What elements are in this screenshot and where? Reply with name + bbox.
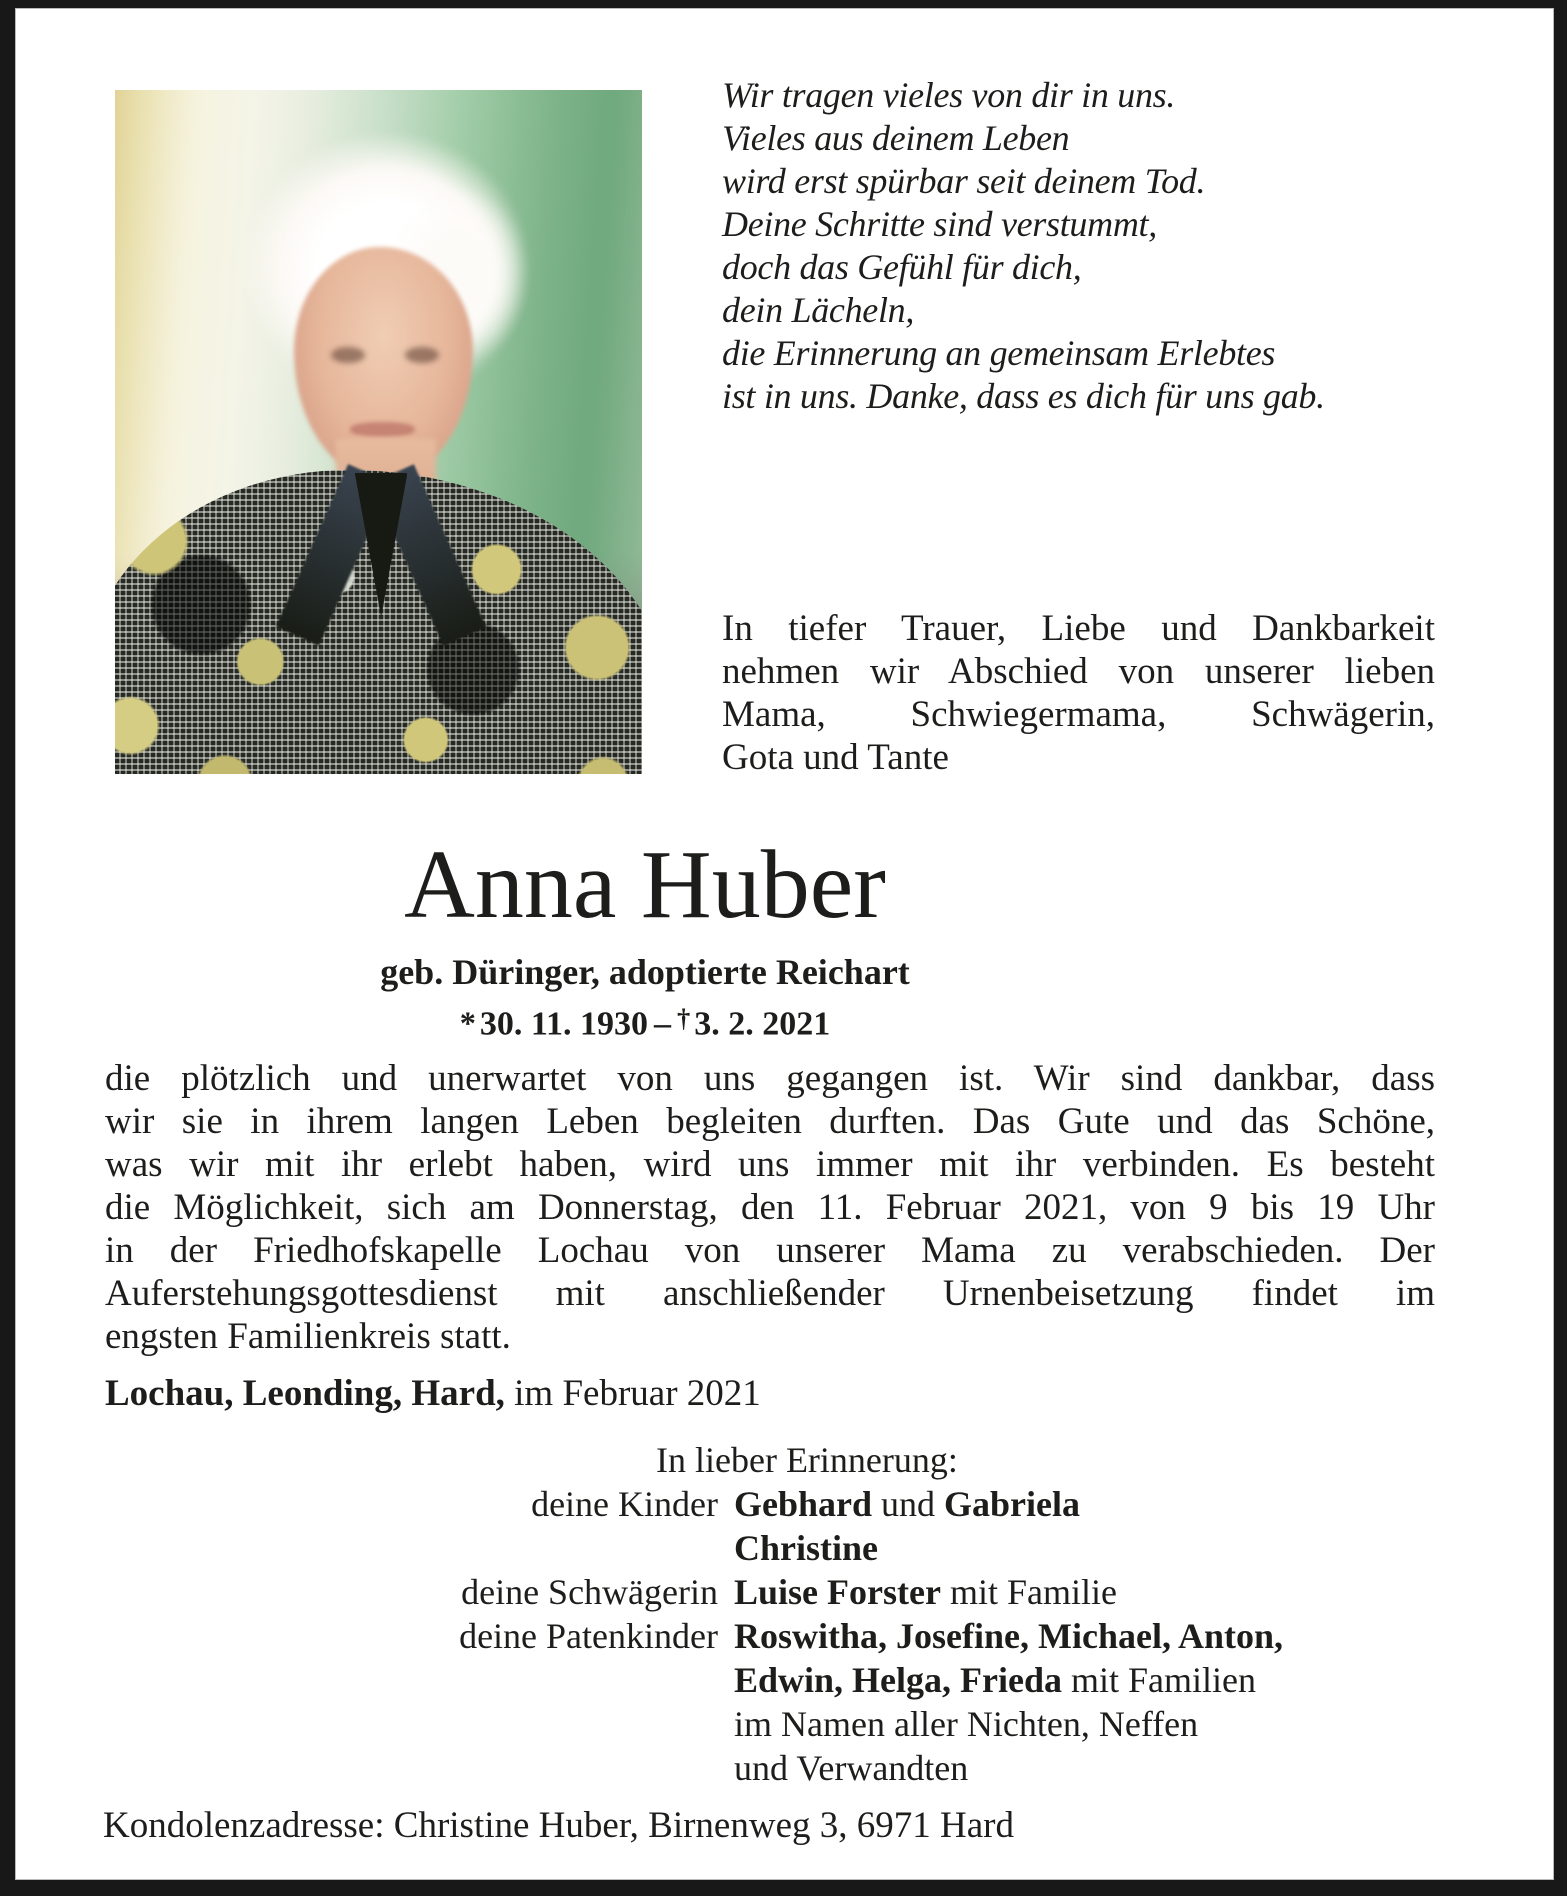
places: Lochau, Leonding, Hard, xyxy=(105,1373,505,1414)
birth-date: 30. 11. 1930 xyxy=(479,1005,648,1043)
relative-names: Luise Forster mit Familie xyxy=(734,1572,1117,1612)
poem-line: doch das Gefühl für dich, xyxy=(722,247,1082,287)
month-year: im Februar 2021 xyxy=(514,1373,761,1414)
dates-separator: – xyxy=(654,1005,671,1043)
farewell-intro xyxy=(722,607,1435,779)
relative-names: und Verwandten xyxy=(734,1748,969,1788)
deceased-name: Anna Huber xyxy=(404,831,886,939)
intro-line: Mama, Schwiegermama, Schwägerin, xyxy=(722,694,1435,735)
poem-line: wird erst spürbar seit deinem Tod. xyxy=(722,161,1206,201)
relative-names: im Namen aller Nichten, Neffen xyxy=(734,1704,1199,1744)
poem-line: Deine Schritte sind verstummt, xyxy=(722,204,1157,244)
relation-label xyxy=(300,1746,734,1790)
obituary-line: die Möglichkeit, sich am Donnerstag, den 11. Februar 2021, von 9 bis 19 Uhr xyxy=(105,1187,1435,1228)
photo-eye-left xyxy=(331,347,365,363)
poem-line: Vieles aus deinem Leben xyxy=(722,118,1070,158)
obituary-line: Auferstehungsgottesdienst mit anschließender Urnenbeisetzung findet im xyxy=(105,1273,1435,1314)
deceased-header xyxy=(105,833,1185,1046)
obituary-line: engsten Familienkreis statt. xyxy=(105,1316,511,1357)
intro-line: nehmen wir Abschied von unserer lieben xyxy=(722,651,1435,692)
place-date-line xyxy=(105,1372,761,1415)
memorial-row xyxy=(300,1526,1440,1570)
memorial-row xyxy=(300,1570,1440,1614)
memorial-row xyxy=(300,1702,1440,1746)
poem-line: Wir tragen vieles von dir in uns. xyxy=(722,75,1176,115)
intro-line: Gota und Tante xyxy=(722,737,949,778)
birth-symbol: * xyxy=(459,1005,476,1042)
obituary-line: die plötzlich und unerwartet von uns gegangen ist. Wir sind dankbar, dass xyxy=(105,1058,1435,1099)
life-dates xyxy=(105,996,1185,1046)
birth-name-line: geb. Düringer, adoptierte Reichart xyxy=(380,952,910,992)
poem-line: die Erinnerung an gemeinsam Erlebtes xyxy=(722,333,1276,373)
relation-label: deine Patenkinder xyxy=(459,1616,718,1656)
obituary-line: in der Friedhofskapelle Lochau von unserer Mama zu verabschieden. Der xyxy=(105,1230,1435,1271)
relative-names: Christine xyxy=(734,1528,878,1568)
death-symbol: † xyxy=(677,1003,691,1033)
memorial-row xyxy=(300,1658,1440,1702)
relative-names: Gebhard und Gabriela xyxy=(734,1484,1081,1524)
condolence-address: Kondolenzadresse: Christine Huber, Birnenweg 3, 6971 Hard xyxy=(103,1805,1014,1846)
memorial-heading-row xyxy=(300,1438,1440,1482)
photo-eye-right xyxy=(405,347,439,363)
memorial-row xyxy=(300,1746,1440,1790)
relation-label: deine Kinder xyxy=(531,1484,718,1524)
obituary-text xyxy=(105,1057,1435,1358)
relative-names: Edwin, Helga, Frieda mit Familien xyxy=(734,1660,1257,1700)
poem-line: dein Lächeln, xyxy=(722,290,915,330)
photo-mouth xyxy=(350,422,416,436)
obituary-line: wir sie in ihrem langen Leben begleiten durften. Das Gute und das Schöne, xyxy=(105,1101,1435,1142)
memorial-row xyxy=(300,1482,1440,1526)
death-date: 3. 2. 2021 xyxy=(694,1005,831,1043)
relation-label xyxy=(300,1526,734,1570)
relation-label xyxy=(300,1702,734,1746)
poem-line: ist in uns. Danke, dass es dich für uns gab. xyxy=(722,376,1325,416)
relative-names: Roswitha, Josefine, Michael, Anton, xyxy=(734,1616,1283,1656)
relation-label xyxy=(300,1658,734,1702)
portrait-photo xyxy=(115,90,642,774)
memorial-heading: In lieber Erinnerung: xyxy=(656,1440,958,1480)
memorial-row xyxy=(300,1614,1440,1658)
intro-line: In tiefer Trauer, Liebe und Dankbarkeit xyxy=(722,608,1435,649)
memorial-poem xyxy=(722,74,1325,418)
obituary-line: was wir mit ihr erlebt haben, wird uns immer mit ihr verbinden. Es besteht xyxy=(105,1144,1435,1185)
memorial-list xyxy=(300,1438,1440,1790)
relation-label: deine Schwägerin xyxy=(461,1572,718,1612)
